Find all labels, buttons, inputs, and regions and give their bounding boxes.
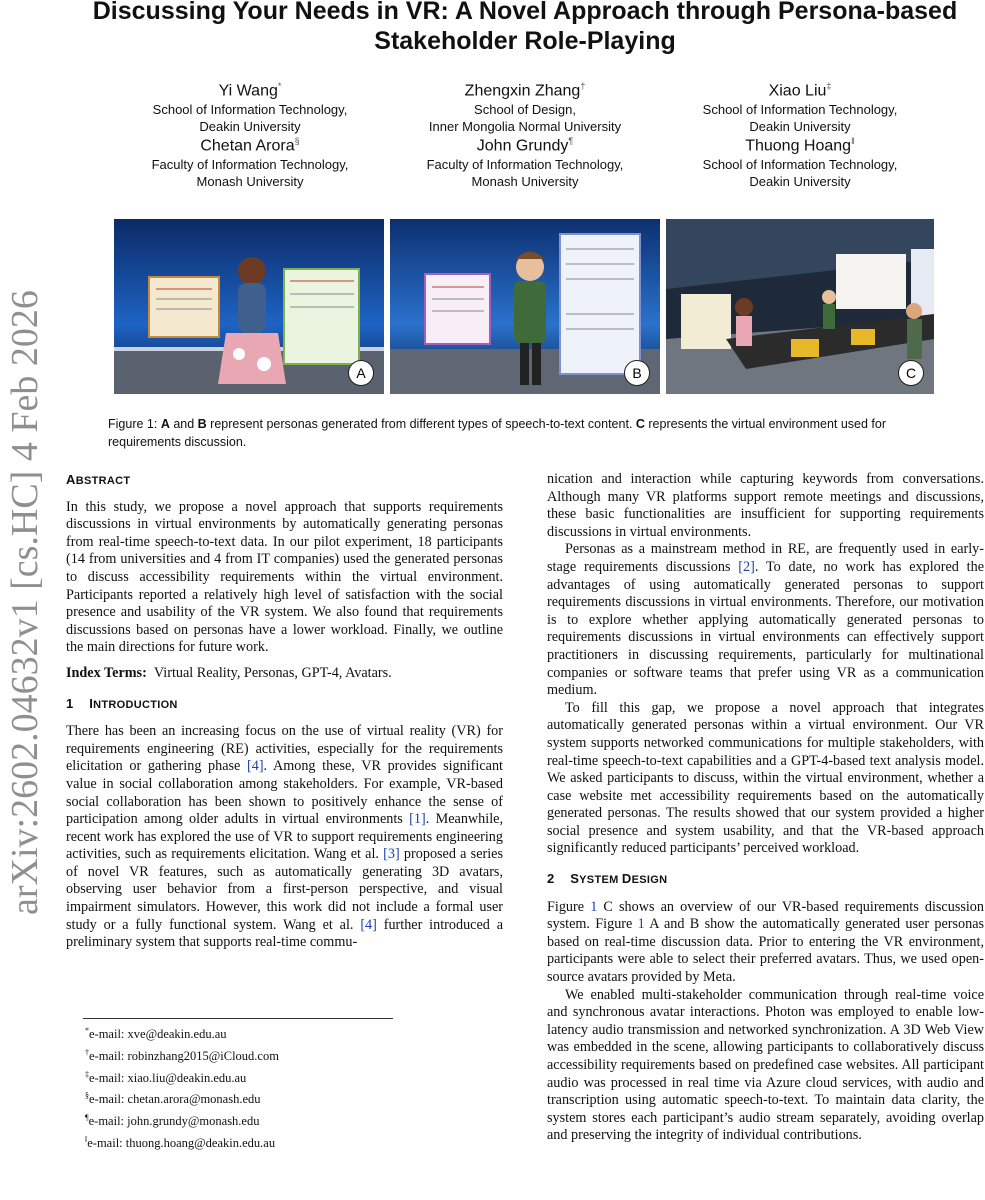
footnote-mark: ¶ <box>85 1113 89 1122</box>
intro-text: proposed a series of novel VR features, such as automatically generating 3D avatars, observing user behavior from a first-person perspective, and visual impairment simulators. However, this work did not include a formal user study or a fully functional system. Wang et al. <box>66 846 503 933</box>
author-name: Chetan Arora <box>200 137 295 155</box>
footnote <box>85 1066 279 1088</box>
caption-b: B <box>197 417 207 431</box>
author-mark: * <box>277 81 282 91</box>
paragraph: We enabled multi-stakeholder communication through real-time voice and synchronous avatar interactions. Photon was employed to enable low-latency audio transmission and networked synchronization. A 3D Web View was embedded in the scene, allowing participants to collaboratively discuss accessibility requirements based on predefined case websites. All participant audio was processed in real time via Azure cloud services, with audio and transcription using automatic speech-to-text. To maintain data clarity, the system stores each participant’s audio stream separately, avoiding overlap and preserving the integrity of individual contributions. <box>547 986 984 1144</box>
citation-link[interactable]: [2] <box>738 558 755 575</box>
author-affiliation: Deakin University <box>749 174 851 190</box>
footnote-mark: § <box>85 1091 89 1101</box>
paragraph-text: C shows an overview of our VR-based requirements discussion system. Figure <box>547 898 984 933</box>
vr-scene-b-image <box>390 219 660 394</box>
author-affiliation: School of Information Technology, <box>152 102 348 118</box>
paragraph-text: . To date, no work has explored the advantages of using automatically generated personas to support requirements discussions in virtual environments. Therefore, our motivation is to explore whether applying automatically generated personas to requirements discussions in virtual environments can effectively support practitioners in discussing requirements, particularly for multinational companies or software teams that prefer using VR as a communication medium. <box>547 558 984 699</box>
author-affiliation: School of Information Technology, <box>702 157 898 173</box>
citation-link[interactable]: [1] <box>409 811 426 828</box>
footnote-text: e-mail: xiao.liu@deakin.edu.au <box>89 1070 247 1085</box>
index-terms <box>66 665 503 683</box>
arxiv-stamp: arXiv:2602.04632v1 [cs.HC] 4 Feb 2026 <box>4 290 46 915</box>
footnote <box>85 1022 279 1044</box>
author-affiliation: Faculty of Information Technology, <box>426 157 624 173</box>
author-mark: ¶ <box>568 136 574 146</box>
footnote-text: e-mail: chetan.arora@monash.edu <box>89 1092 261 1107</box>
paragraph-text: Figure <box>547 898 591 915</box>
intro-text: . Among these, VR provides significant value in social collaboration among stakeholders. For example, VR-based social collaboration has been shown to positively enhance the sense of participation among older adults in virtual environments <box>66 758 503 828</box>
intro-text: further introduced a preliminary system that supports real-time commu- <box>66 916 504 951</box>
footnote-mark: * <box>85 1026 89 1035</box>
caption-and: and <box>169 417 198 431</box>
index-terms-values: Virtual Reality, Personas, GPT-4, Avatars. <box>153 664 392 681</box>
heading-rest: ESIGN <box>631 874 668 887</box>
panel-label: B <box>624 360 650 386</box>
paper-title <box>60 0 985 56</box>
author-block <box>100 76 400 135</box>
author-affiliation: Deakin University <box>749 119 851 135</box>
footnote <box>85 1087 279 1109</box>
figure-panel-b <box>390 219 660 394</box>
abstract-heading <box>66 471 503 491</box>
heading-letter: D <box>621 871 632 887</box>
paragraph: nication and interaction while capturing keywords from conversations. Although many VR platforms support remote meetings and discussions, these basic functionalities are insufficient for supporting requirements discussions in virtual environments. <box>547 471 984 540</box>
author-affiliation: Inner Mongolia Normal University <box>428 119 622 135</box>
author-affiliation: Faculty of Information Technology, <box>151 157 349 173</box>
footnote-mark: † <box>85 1047 89 1057</box>
section-number: 2 <box>547 871 555 887</box>
footnote-divider <box>83 1018 393 1019</box>
author-affiliation: Monash University <box>196 174 304 190</box>
vr-scene-c-image <box>666 219 934 394</box>
citation-link[interactable]: [4] <box>247 758 264 775</box>
heading-rest: YSTEM <box>579 874 622 887</box>
heading-letter: S <box>570 871 580 887</box>
paragraph-text: Personas as a mainstream method in RE, are frequently used in early-stage requirements discussions <box>547 541 984 575</box>
caption-prefix: Figure 1: <box>108 417 158 431</box>
panel-label: C <box>898 360 924 386</box>
caption-end: represents the virtual environment used for requirements discussion. <box>108 417 887 449</box>
title-line-2: Stakeholder Role-Playing <box>374 27 676 55</box>
footnote-text: e-mail: xve@deakin.edu.au <box>89 1027 227 1042</box>
author-affiliation: School of Design, <box>474 102 576 118</box>
intro-number: 1 <box>66 695 74 711</box>
figure-caption <box>108 415 943 451</box>
figure-ref-link[interactable]: 1 <box>637 916 645 933</box>
author-block <box>650 76 950 135</box>
footnote <box>85 1044 279 1066</box>
author-affiliation: Deakin University <box>199 119 301 135</box>
footnote-text: e-mail: thuong.hoang@deakin.edu.au <box>87 1135 276 1150</box>
citation-link[interactable]: [4] <box>360 916 377 933</box>
intro-heading-first: I <box>89 695 94 711</box>
paragraph <box>547 541 984 699</box>
caption-a: A <box>160 417 170 431</box>
footnote-mark: ‡ <box>85 1069 89 1079</box>
abstract-heading-first: A <box>66 472 76 487</box>
author-mark: ‡ <box>826 81 832 91</box>
abstract-heading-rest: BSTRACT <box>75 475 131 487</box>
author-block <box>375 76 675 135</box>
author-name: John Grundy <box>476 137 569 155</box>
author-block <box>100 131 400 190</box>
author-mark: ‖ <box>851 136 855 146</box>
intro-heading <box>66 695 503 715</box>
left-column <box>66 471 503 952</box>
author-affiliation: Monash University <box>471 174 579 190</box>
system-design-heading <box>547 870 984 890</box>
footnote-text: e-mail: robinzhang2015@iCloud.com <box>89 1048 279 1063</box>
footnote-mark: ‖ <box>85 1134 88 1144</box>
title-line-1: Discussing Your Needs in VR: A Novel Approach through Persona-based <box>92 0 958 25</box>
author-affiliation: School of Information Technology, <box>702 102 898 118</box>
footnote <box>85 1109 279 1131</box>
intro-text: There has been an increasing focus on the use of virtual reality (VR) for requirements engineering (RE) activities, especially for the requirements elicitation or gathering phase <box>66 723 503 775</box>
right-column <box>547 471 984 1145</box>
footnote-text: e-mail: john.grundy@monash.edu <box>88 1114 260 1129</box>
footnote <box>85 1131 279 1153</box>
author-mark: † <box>580 81 586 91</box>
caption-c: C <box>635 417 645 431</box>
intro-text: . Meanwhile, recent work has explored the use of VR to support requirements engineering activities, such as requirements elicitation. Wang et al. <box>66 811 503 863</box>
figure-panel-a <box>114 219 384 394</box>
abstract-text: In this study, we propose a novel approach that supports requirements discussions in virtual environments by automatically generating personas from real-time speech-to-text data. In our pilot experiment, 18 participants (14 from universities and 4 from IT companies) used the generated personas to discuss accessibility requirements within the virtual environment. Participants reported a relatively high level of satisfaction with the social presence and usability of the VR system. We also found that requirements discussions based on personas have a lower workload. Finally, we outline the main directions for future work. <box>66 498 503 656</box>
author-mark: § <box>294 136 300 146</box>
citation-link[interactable]: [3] <box>383 846 400 863</box>
author-name: Zhengxin Zhang <box>464 82 581 100</box>
figure-ref-link[interactable]: 1 <box>590 898 598 915</box>
author-name: Thuong Hoang <box>745 137 852 155</box>
panel-label: A <box>348 360 374 386</box>
footnotes <box>85 1022 279 1153</box>
paragraph-text: A and B show the automatically generated user personas based on real-time discussion data. Prior to entering the VR environment, participants were able to select their preferred avatars. Thus, we used open-source avatars provided by Meta. <box>547 916 985 986</box>
intro-heading-rest: NTRODUCTION <box>93 698 178 711</box>
author-name: Xiao Liu <box>768 82 827 100</box>
figure-panel-c <box>666 219 934 394</box>
author-block <box>650 131 950 190</box>
index-terms-label: Index Terms: <box>66 664 147 681</box>
author-name: Yi Wang <box>218 82 278 100</box>
vr-scene-a-image <box>114 219 384 394</box>
intro-paragraph <box>66 723 503 952</box>
caption-mid: represent personas generated from different types of speech-to-text content. <box>206 417 636 431</box>
paragraph: To fill this gap, we propose a novel approach that integrates automatically generated personas within a virtual environment. Our VR system supports networked communications for multiple stakeholders, with real-time speech-to-text capabilities and a GPT-4-based text analysis model. We asked participants to discuss, within the virtual environment, whether a case website met accessibility requirements based on the automatically generated personas. The results showed that our system provided a higher social presence and system usability, and that the VR-based approach significantly reduced participants’ perceived workload. <box>547 699 984 857</box>
author-block <box>375 131 675 190</box>
paragraph <box>547 899 984 987</box>
